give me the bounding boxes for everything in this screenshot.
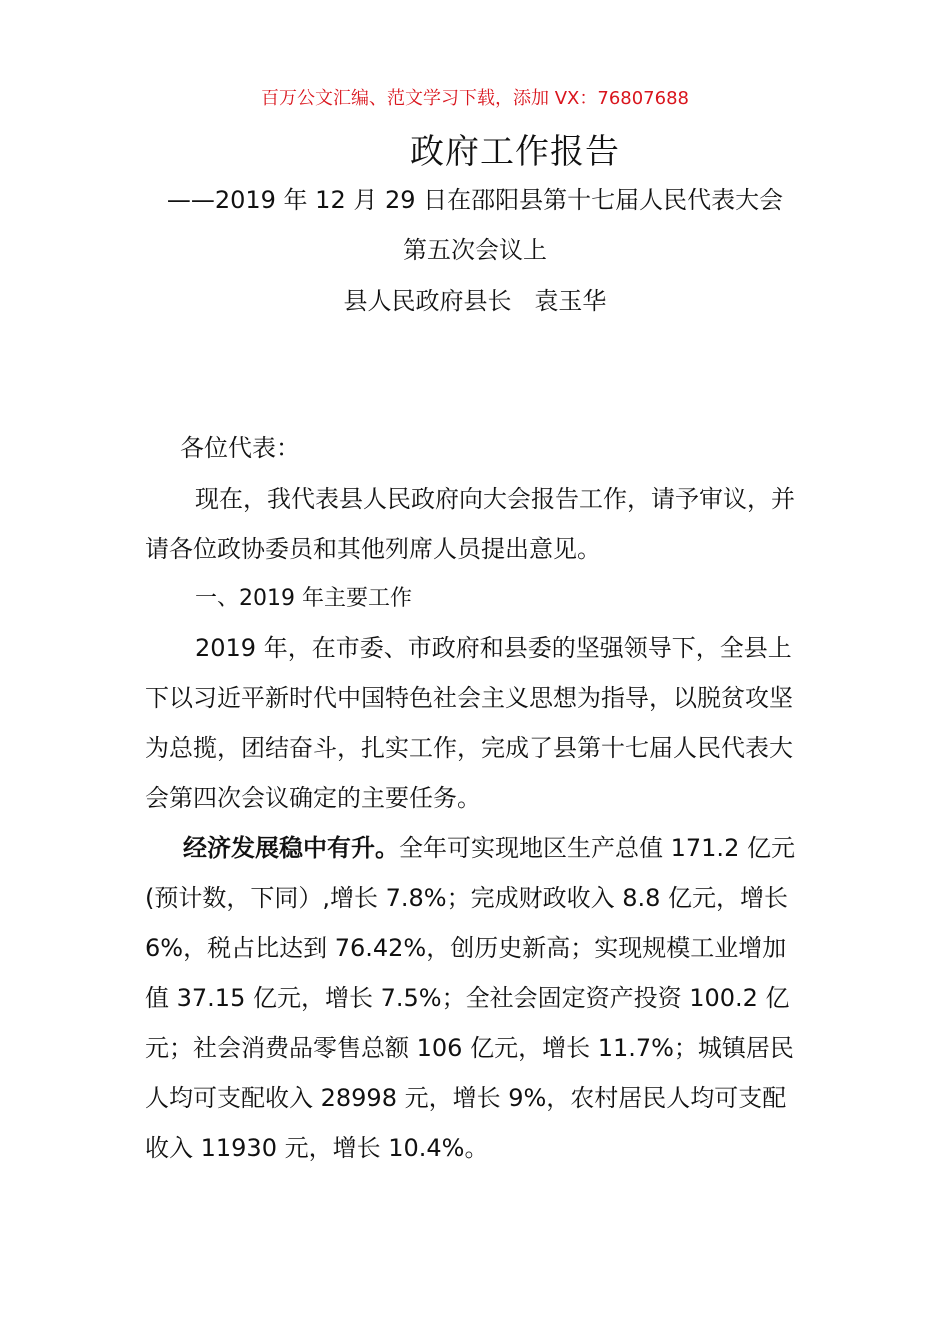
paragraph-economy-body: 全年可实现地区生产总值 171.2 亿元(预计数，下同）,增长 7.8%；完成财政收入 8.8 亿元，增长 6%，税占比达到 76.42%，创历史新高；实现规模工业增加值 37.15 亿元，增长 7.5%；全社会固定资产投资 100.2 亿元；社会消费品零售总额 106 亿元，增长 11.7%；城镇居民人均可支配收入 28998 元，增长 9%，农村居民人均可支配收入 11930 元，增长 10.4%。 [145,834,795,1162]
paragraph-economy [145,823,810,1173]
subtitle-line-1: ——2019 年 12 月 29 日在邵阳县第十七届人民代表大会 [166,186,784,214]
watermark-banner: 百万公文汇编、范文学习下载，添加 VX：76807688 [261,88,689,109]
section-heading: 一、2019 年主要工作 [195,586,412,611]
paragraph-summary: 2019 年，在市委、市政府和县委的坚强领导下，全县上下以习近平新时代中国特色社会主义思想为指导，以脱贫攻坚为总揽，团结奋斗，扎实工作，完成了县第十七届人民代表大会第四次会议确定的主要任务。 [145,634,793,812]
salutation: 各位代表： [180,434,300,462]
paragraph-economy-lead: 经济发展稳中有升。 [183,834,399,862]
paragraph-intro: 现在，我代表县人民政府向大会报告工作，请予审议，并请各位政协委员和其他列席人员提出意见。 [145,485,795,563]
speaker-line: 县人民政府县长 袁玉华 [343,287,607,315]
document-title: 政府工作报告 [410,132,620,172]
subtitle-line-2: 第五次会议上 [403,236,547,264]
